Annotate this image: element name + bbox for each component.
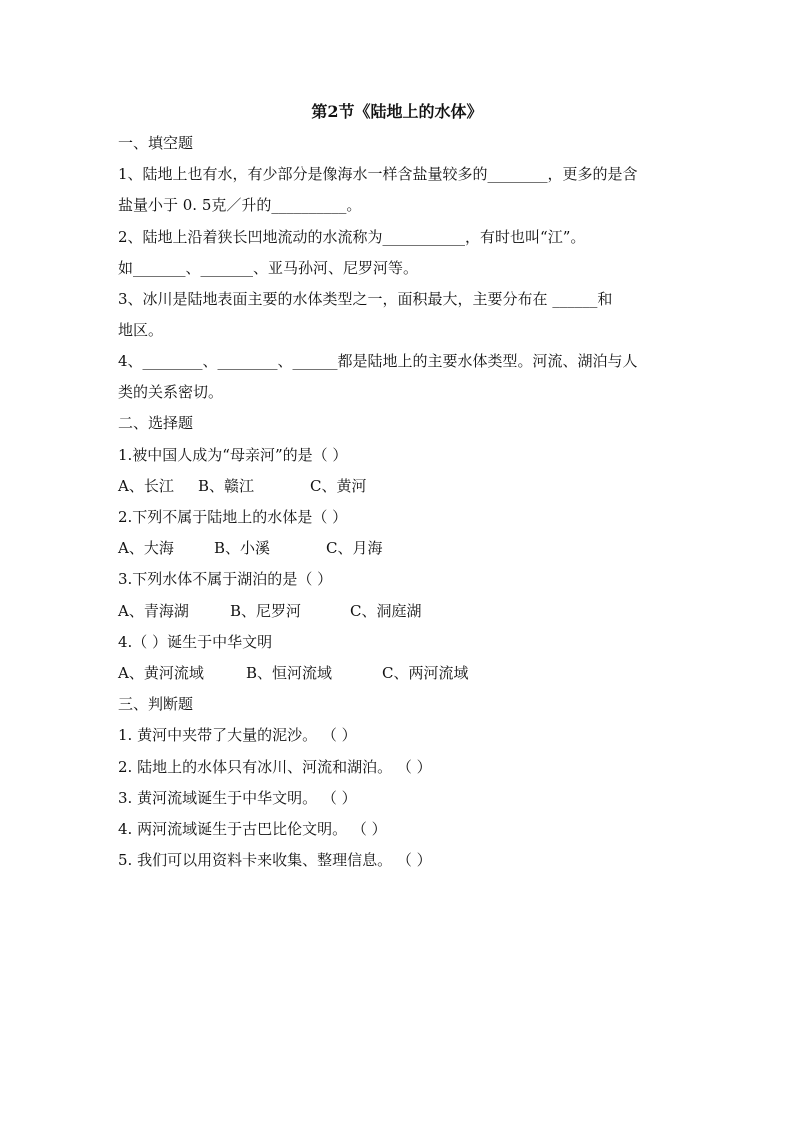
section-heading-choice: 二、选择题: [118, 414, 194, 432]
choice-q1-option-a: A、长江: [118, 477, 174, 495]
choice-q3: 3.下列水体不属于湖泊的是（ ）: [118, 570, 333, 588]
fill-q3-line1: 3、冰川是陆地表面主要的水体类型之一，面积最大，主要分布在 ______和: [118, 290, 613, 308]
choice-q2-option-b: B、小溪: [214, 539, 271, 557]
judge-item-5: 5. 我们可以用资料卡来收集、整理信息。 （ ）: [118, 851, 432, 869]
fill-q2-line1: 2、陆地上沿着狭长凹地流动的水流称为___________，有时也叫“江”。: [118, 228, 586, 246]
judge-item-4: 4. 两河流域诞生于古巴比伦文明。 （ ）: [118, 820, 387, 838]
fill-q3-line2: 地区。: [118, 321, 164, 339]
choice-q1: 1.被中国人成为“母亲河”的是（ ）: [118, 446, 348, 464]
choice-q4-option-c: C、两河流域: [382, 664, 469, 682]
choice-q3-option-b: B、尼罗河: [230, 602, 302, 620]
choice-q4: 4.（ ）诞生于中华文明: [118, 633, 273, 651]
choice-q3-option-c: C、洞庭湖: [350, 602, 422, 620]
choice-q1-option-b: B、赣江: [198, 477, 255, 495]
choice-q3-options: [118, 599, 683, 623]
choice-q2-option-c: C、月海: [326, 539, 383, 557]
choice-q2: 2.下列不属于陆地上的水体是（ ）: [118, 508, 348, 526]
choice-q4-option-b: B、恒河流域: [246, 664, 333, 682]
section-heading-judge: 三、判断题: [118, 695, 194, 713]
fill-q2-line2: 如_______、_______、亚马孙河、尼罗河等。: [118, 259, 419, 277]
judge-item-2: 2. 陆地上的水体只有冰川、河流和湖泊。 （ ）: [118, 758, 432, 776]
choice-q2-options: [118, 536, 683, 560]
section-heading-fill: 一、填空题: [118, 134, 194, 152]
choice-q2-option-a: A、大海: [118, 539, 174, 557]
fill-q4-line1: 4、________、________、______都是陆地上的主要水体类型。河流、湖泊与人: [118, 352, 638, 370]
page-title: 第2节《陆地上的水体》: [311, 102, 483, 121]
judge-item-1: 1. 黄河中夹带了大量的泥沙。 （ ）: [118, 726, 357, 744]
choice-q4-options: [118, 661, 683, 685]
choice-q1-options: [118, 474, 683, 498]
choice-q3-option-a: A、青海湖: [118, 602, 189, 620]
fill-q1-line1: 1、陆地上也有水，有少部分是像海水一样含盐量较多的________，更多的是含: [118, 165, 638, 183]
judge-item-3: 3. 黄河流域诞生于中华文明。 （ ）: [118, 789, 357, 807]
choice-q1-option-c: C、黄河: [310, 477, 367, 495]
choice-q4-option-a: A、黄河流域: [118, 664, 204, 682]
fill-q1-line2: 盐量小于 0. 5克／升的__________。: [118, 196, 362, 214]
fill-q4-line2: 类的关系密切。: [118, 383, 224, 401]
